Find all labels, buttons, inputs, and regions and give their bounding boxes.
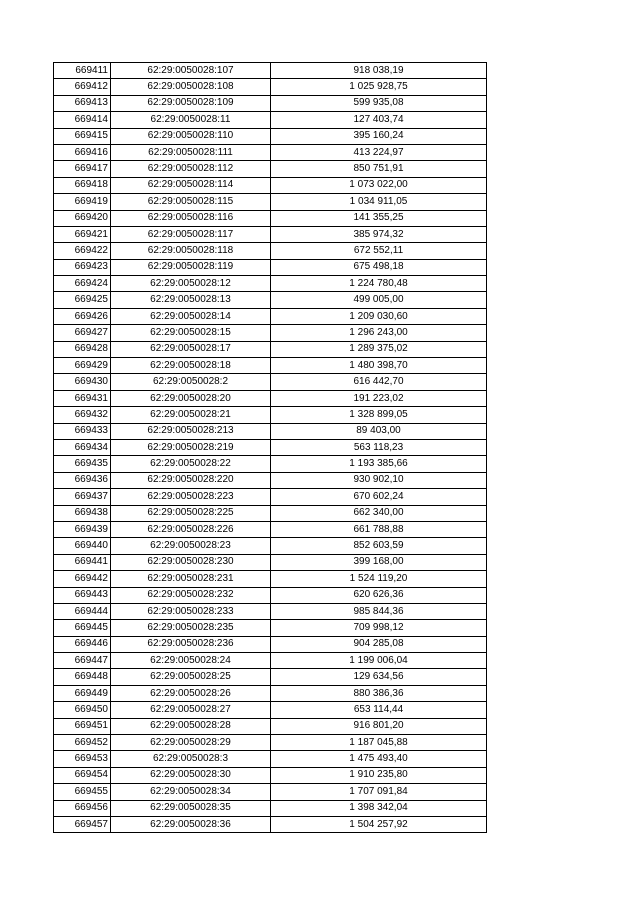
table-row — [54, 325, 487, 341]
value-cell: 1 073 022,00 — [271, 177, 487, 193]
row-number-cell: 669420 — [54, 210, 111, 226]
table-row — [54, 735, 487, 751]
cadastral-number-cell: 62:29:0050028:235 — [111, 620, 271, 636]
table-row — [54, 194, 487, 210]
row-number-cell: 669456 — [54, 800, 111, 816]
cadastral-number-cell: 62:29:0050028:232 — [111, 587, 271, 603]
value-cell: 1 328 899,05 — [271, 407, 487, 423]
value-cell: 1 187 045,88 — [271, 735, 487, 751]
row-number-cell: 669419 — [54, 194, 111, 210]
value-cell: 916 801,20 — [271, 718, 487, 734]
cadastral-number-cell: 62:29:0050028:116 — [111, 210, 271, 226]
cadastral-number-cell: 62:29:0050028:236 — [111, 636, 271, 652]
row-number-cell: 669416 — [54, 144, 111, 160]
row-number-cell: 669454 — [54, 767, 111, 783]
cadastral-number-cell: 62:29:0050028:225 — [111, 505, 271, 521]
row-number-cell: 669446 — [54, 636, 111, 652]
cadastral-number-cell: 62:29:0050028:117 — [111, 226, 271, 242]
table-row — [54, 505, 487, 521]
cadastral-number-cell: 62:29:0050028:231 — [111, 571, 271, 587]
table-row — [54, 784, 487, 800]
cadastral-number-cell: 62:29:0050028:29 — [111, 735, 271, 751]
row-number-cell: 669445 — [54, 620, 111, 636]
row-number-cell: 669443 — [54, 587, 111, 603]
value-cell: 675 498,18 — [271, 259, 487, 275]
row-number-cell: 669424 — [54, 276, 111, 292]
value-cell: 662 340,00 — [271, 505, 487, 521]
value-cell: 661 788,88 — [271, 521, 487, 537]
value-cell: 399 168,00 — [271, 554, 487, 570]
value-cell: 1 504 257,92 — [271, 816, 487, 832]
row-number-cell: 669436 — [54, 472, 111, 488]
row-number-cell: 669434 — [54, 439, 111, 455]
row-number-cell: 669444 — [54, 603, 111, 619]
row-number-cell: 669426 — [54, 308, 111, 324]
cadastral-number-cell: 62:29:0050028:18 — [111, 358, 271, 374]
table-row — [54, 292, 487, 308]
table-row — [54, 653, 487, 669]
row-number-cell: 669447 — [54, 653, 111, 669]
value-cell: 670 602,24 — [271, 489, 487, 505]
row-number-cell: 669450 — [54, 702, 111, 718]
table-row — [54, 226, 487, 242]
table-row — [54, 210, 487, 226]
row-number-cell: 669451 — [54, 718, 111, 734]
cadastral-number-cell: 62:29:0050028:24 — [111, 653, 271, 669]
value-cell: 1 193 385,66 — [271, 456, 487, 472]
cadastral-number-cell: 62:29:0050028:22 — [111, 456, 271, 472]
cadastral-number-cell: 62:29:0050028:223 — [111, 489, 271, 505]
cadastral-number-cell: 62:29:0050028:107 — [111, 63, 271, 79]
row-number-cell: 669417 — [54, 161, 111, 177]
row-number-cell: 669411 — [54, 63, 111, 79]
value-cell: 904 285,08 — [271, 636, 487, 652]
table-row — [54, 259, 487, 275]
row-number-cell: 669428 — [54, 341, 111, 357]
cadastral-number-cell: 62:29:0050028:15 — [111, 325, 271, 341]
table-row — [54, 161, 487, 177]
value-cell: 880 386,36 — [271, 685, 487, 701]
cadastral-number-cell: 62:29:0050028:20 — [111, 390, 271, 406]
value-cell: 1 034 911,05 — [271, 194, 487, 210]
value-cell: 1 025 928,75 — [271, 79, 487, 95]
row-number-cell: 669441 — [54, 554, 111, 570]
row-number-cell: 669423 — [54, 259, 111, 275]
row-number-cell: 669448 — [54, 669, 111, 685]
row-number-cell: 669431 — [54, 390, 111, 406]
cadastral-number-cell: 62:29:0050028:111 — [111, 144, 271, 160]
cadastral-number-cell: 62:29:0050028:36 — [111, 816, 271, 832]
row-number-cell: 669452 — [54, 735, 111, 751]
table-row — [54, 112, 487, 128]
cadastral-number-cell: 62:29:0050028:21 — [111, 407, 271, 423]
cadastral-number-cell: 62:29:0050028:17 — [111, 341, 271, 357]
table-row — [54, 243, 487, 259]
row-number-cell: 669440 — [54, 538, 111, 554]
value-cell: 1 224 780,48 — [271, 276, 487, 292]
table-row — [54, 63, 487, 79]
value-cell: 709 998,12 — [271, 620, 487, 636]
value-cell: 599 935,08 — [271, 95, 487, 111]
cadastral-number-cell: 62:29:0050028:226 — [111, 521, 271, 537]
table-row — [54, 472, 487, 488]
row-number-cell: 669442 — [54, 571, 111, 587]
row-number-cell: 669457 — [54, 816, 111, 832]
table-row — [54, 767, 487, 783]
table-row — [54, 571, 487, 587]
row-number-cell: 669453 — [54, 751, 111, 767]
table-row — [54, 685, 487, 701]
cadastral-number-cell: 62:29:0050028:13 — [111, 292, 271, 308]
cadastral-number-cell: 62:29:0050028:114 — [111, 177, 271, 193]
table-row — [54, 669, 487, 685]
cadastral-number-cell: 62:29:0050028:35 — [111, 800, 271, 816]
cadastral-number-cell: 62:29:0050028:110 — [111, 128, 271, 144]
value-cell: 930 902,10 — [271, 472, 487, 488]
table-row — [54, 177, 487, 193]
table-body — [54, 63, 487, 833]
row-number-cell: 669455 — [54, 784, 111, 800]
table-row — [54, 521, 487, 537]
cadastral-number-cell: 62:29:0050028:27 — [111, 702, 271, 718]
value-cell: 1 289 375,02 — [271, 341, 487, 357]
value-cell: 413 224,97 — [271, 144, 487, 160]
table-row — [54, 95, 487, 111]
value-cell: 499 005,00 — [271, 292, 487, 308]
value-cell: 1 910 235,80 — [271, 767, 487, 783]
cadastral-number-cell: 62:29:0050028:118 — [111, 243, 271, 259]
row-number-cell: 669418 — [54, 177, 111, 193]
value-cell: 672 552,11 — [271, 243, 487, 259]
cadastral-number-cell: 62:29:0050028:112 — [111, 161, 271, 177]
table-row — [54, 620, 487, 636]
cadastral-number-cell: 62:29:0050028:34 — [111, 784, 271, 800]
value-cell: 985 844,36 — [271, 603, 487, 619]
table-row — [54, 489, 487, 505]
table-row — [54, 128, 487, 144]
cadastral-number-cell: 62:29:0050028:108 — [111, 79, 271, 95]
table-row — [54, 144, 487, 160]
value-cell: 1 296 243,00 — [271, 325, 487, 341]
table-row — [54, 751, 487, 767]
row-number-cell: 669435 — [54, 456, 111, 472]
cadastral-number-cell: 62:29:0050028:213 — [111, 423, 271, 439]
value-cell: 89 403,00 — [271, 423, 487, 439]
cadastral-number-cell: 62:29:0050028:109 — [111, 95, 271, 111]
value-cell: 385 974,32 — [271, 226, 487, 242]
value-cell: 1 707 091,84 — [271, 784, 487, 800]
row-number-cell: 669421 — [54, 226, 111, 242]
row-number-cell: 669430 — [54, 374, 111, 390]
table-row — [54, 800, 487, 816]
cadastral-number-cell: 62:29:0050028:233 — [111, 603, 271, 619]
cadastral-number-cell: 62:29:0050028:12 — [111, 276, 271, 292]
value-cell: 129 634,56 — [271, 669, 487, 685]
table-row — [54, 603, 487, 619]
value-cell: 852 603,59 — [271, 538, 487, 554]
cadastral-number-cell: 62:29:0050028:14 — [111, 308, 271, 324]
value-cell: 1 475 493,40 — [271, 751, 487, 767]
cadastral-number-cell: 62:29:0050028:26 — [111, 685, 271, 701]
row-number-cell: 669438 — [54, 505, 111, 521]
row-number-cell: 669425 — [54, 292, 111, 308]
value-cell: 616 442,70 — [271, 374, 487, 390]
cadastral-number-cell: 62:29:0050028:30 — [111, 767, 271, 783]
cadastral-number-cell: 62:29:0050028:230 — [111, 554, 271, 570]
row-number-cell: 669432 — [54, 407, 111, 423]
table-row — [54, 341, 487, 357]
value-cell: 395 160,24 — [271, 128, 487, 144]
row-number-cell: 669414 — [54, 112, 111, 128]
value-cell: 1 209 030,60 — [271, 308, 487, 324]
table-row — [54, 554, 487, 570]
row-number-cell: 669412 — [54, 79, 111, 95]
table-row — [54, 390, 487, 406]
table-row — [54, 816, 487, 832]
cadastral-number-cell: 62:29:0050028:23 — [111, 538, 271, 554]
table-row — [54, 538, 487, 554]
row-number-cell: 669427 — [54, 325, 111, 341]
table-row — [54, 407, 487, 423]
table-row — [54, 423, 487, 439]
cadastral-number-cell: 62:29:0050028:115 — [111, 194, 271, 210]
table-row — [54, 358, 487, 374]
table-row — [54, 702, 487, 718]
value-cell: 653 114,44 — [271, 702, 487, 718]
cadastral-number-cell: 62:29:0050028:25 — [111, 669, 271, 685]
value-cell: 141 355,25 — [271, 210, 487, 226]
value-cell: 620 626,36 — [271, 587, 487, 603]
table-row — [54, 718, 487, 734]
table-row — [54, 79, 487, 95]
table-row — [54, 308, 487, 324]
table-row — [54, 439, 487, 455]
cadastral-value-table — [53, 62, 487, 833]
row-number-cell: 669422 — [54, 243, 111, 259]
cadastral-number-cell: 62:29:0050028:220 — [111, 472, 271, 488]
value-cell: 1 398 342,04 — [271, 800, 487, 816]
table-row — [54, 276, 487, 292]
value-cell: 127 403,74 — [271, 112, 487, 128]
row-number-cell: 669429 — [54, 358, 111, 374]
table-row — [54, 587, 487, 603]
row-number-cell: 669449 — [54, 685, 111, 701]
value-cell: 191 223,02 — [271, 390, 487, 406]
table-row — [54, 636, 487, 652]
value-cell: 918 038,19 — [271, 63, 487, 79]
row-number-cell: 669437 — [54, 489, 111, 505]
cadastral-number-cell: 62:29:0050028:2 — [111, 374, 271, 390]
value-cell: 1 199 006,04 — [271, 653, 487, 669]
row-number-cell: 669415 — [54, 128, 111, 144]
cadastral-number-cell: 62:29:0050028:119 — [111, 259, 271, 275]
value-cell: 1 524 119,20 — [271, 571, 487, 587]
row-number-cell: 669433 — [54, 423, 111, 439]
row-number-cell: 669413 — [54, 95, 111, 111]
value-cell: 850 751,91 — [271, 161, 487, 177]
value-cell: 563 118,23 — [271, 439, 487, 455]
cadastral-number-cell: 62:29:0050028:11 — [111, 112, 271, 128]
row-number-cell: 669439 — [54, 521, 111, 537]
cadastral-number-cell: 62:29:0050028:219 — [111, 439, 271, 455]
cadastral-number-cell: 62:29:0050028:3 — [111, 751, 271, 767]
table-row — [54, 456, 487, 472]
cadastral-number-cell: 62:29:0050028:28 — [111, 718, 271, 734]
table-row — [54, 374, 487, 390]
value-cell: 1 480 398,70 — [271, 358, 487, 374]
